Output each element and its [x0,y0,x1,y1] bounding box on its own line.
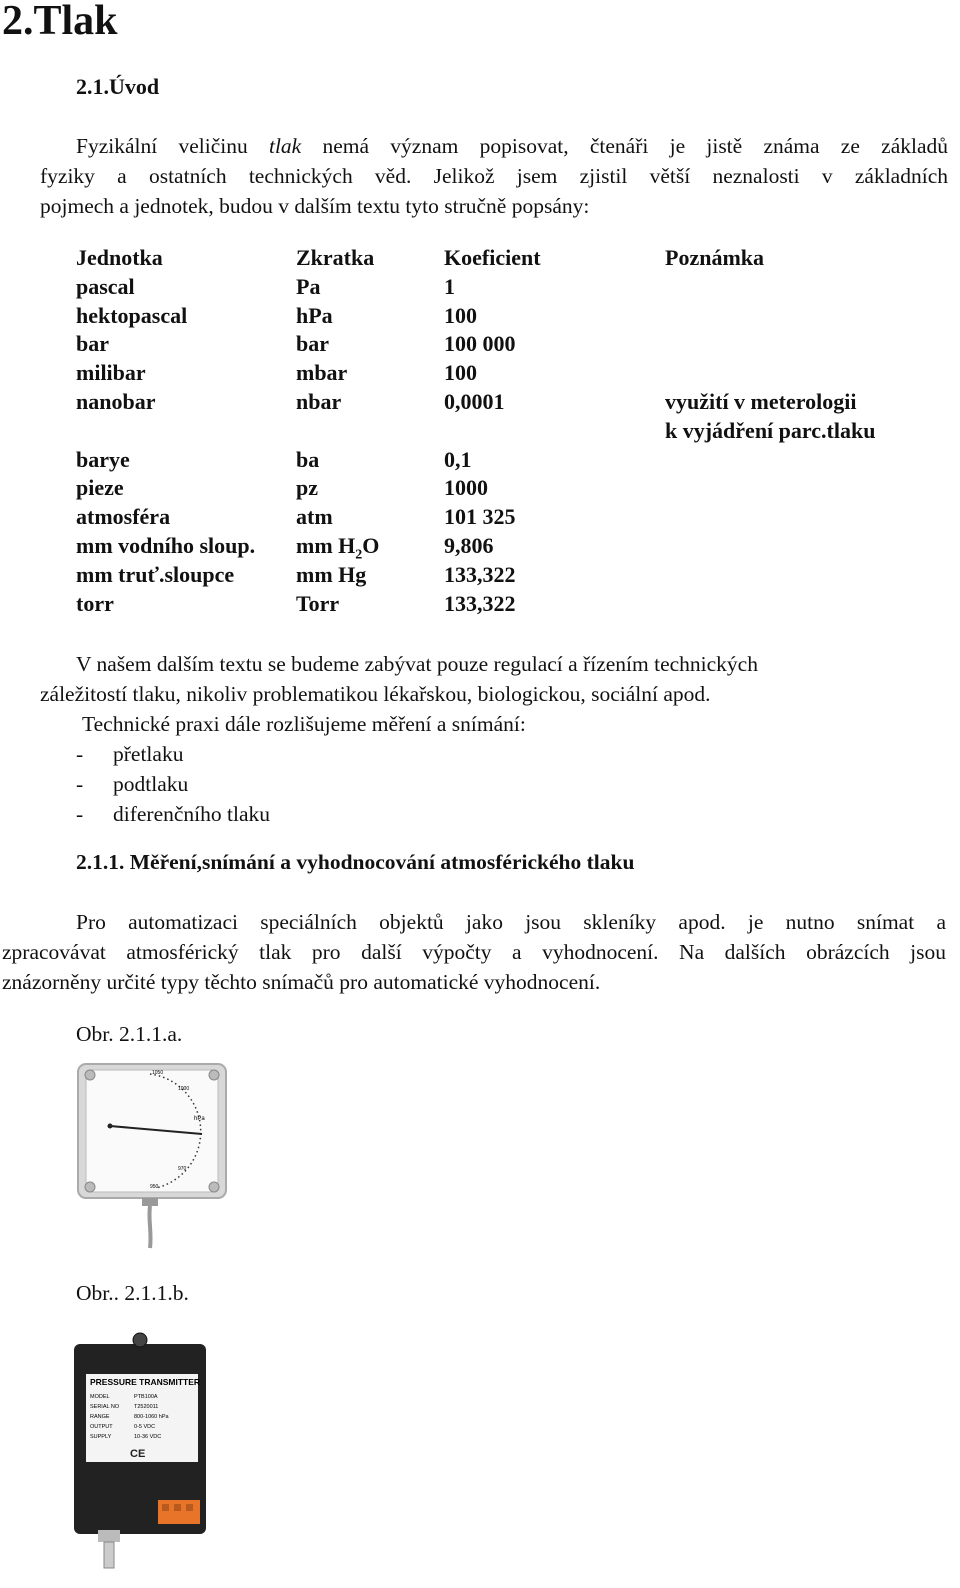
figure-caption-a: Obr. 2.1.1.a. [76,1022,183,1046]
dial-label: 1000 [178,1086,190,1092]
intro-line-2: fyziky a ostatních technických věd. Jelikož jsem zjistil větší neznalosti v základních [40,164,948,188]
intro-line-3: pojmech a jednotek, budou v dalším textu tyto stručně popsány: [40,194,590,218]
dial-label: 1050 [152,1070,164,1076]
svg-text:CE: CE [130,1448,146,1460]
cell-unit: barye [76,446,130,472]
cell-abbr: nbar [296,388,342,414]
automation-paragraph [2,907,946,997]
cell-coef: 0,0001 [444,388,505,414]
cell-note: využití v meterologii [665,388,857,414]
scope-line-2: záležitostí tlaku, nikoliv problematikou lékařskou, biologickou, sociální apod. [40,682,711,706]
cell-abbr: mbar [296,360,348,386]
scope-line-3: Technické praxi dále rozlišujeme měření a snímání: [82,712,526,736]
cell-coef: 133,322 [444,590,516,616]
dial-label: hPa [194,1116,205,1122]
cell-coef: 100 000 [444,331,516,357]
barometer-gauge-image [74,1060,230,1250]
cell-abbr: mm $H_2O$ [296,532,380,563]
header-unit: Jednotka [76,245,163,270]
dial-label: 950 [150,1184,159,1190]
cell-unit: pascal [76,273,135,299]
list-item: - podtlaku [76,772,189,796]
list-item: - diferenčního tlaku [76,802,271,826]
header-note: Poznámka [665,245,764,270]
transmitter-label-title: PRESSURE TRANSMITTER [90,1377,201,1387]
automation-line-1: Pro automatizaci speciálních objektů jako jsou skleníky apod. je nutno snímat a [76,910,946,934]
transmitter-label-value: 10-36 VDC [134,1434,162,1440]
header-coef: Koeficient [444,245,541,270]
cell-unit: mm truť.sloupce [76,561,235,587]
cell-abbr: pz [296,475,318,501]
intro-paragraph [40,131,948,221]
figure-caption-b: Obr.. 2.1.1.b. [76,1281,189,1305]
transmitter-label-value: T2520011 [134,1404,159,1410]
automation-line-2: zpracovávat atmosférický tlak pro další výpočty a vyhodnocení. Na dalších obrázcích jsou [2,940,946,964]
cell-coef: 0,1 [444,446,472,472]
cell-coef: 100 [444,302,477,328]
transmitter-label-key: OUTPUT [90,1424,113,1430]
cell-unit: bar [76,331,109,357]
cell-coef: 100 [444,360,477,386]
list-item: - přetlaku [76,742,184,766]
automation-line-3: znázorněny určité typy těchto snímačů pro automatické vyhodnocení. [2,970,601,994]
transmitter-label-key: SERIAL NO [90,1404,120,1410]
transmitter-label-value: PTB100A [134,1394,158,1400]
header-abbr: Zkratka [296,245,375,270]
cell-abbr: mm Hg [296,561,367,587]
cell-note-continued: k vyjádření parc.tlaku [665,417,876,443]
cell-unit: torr [76,590,114,616]
cell-unit: nanobar [76,388,156,414]
pressure-transmitter-image [70,1330,210,1570]
cell-abbr: Torr [296,590,340,616]
transmitter-label-key: RANGE [90,1414,110,1420]
cell-abbr: bar [296,331,329,357]
transmitter-label-value: 800-1060 hPa [134,1414,169,1420]
cell-abbr: hPa [296,302,333,328]
cell-coef: 1 [444,273,455,299]
cell-coef: 101 325 [444,504,516,530]
cell-coef: 9,806 [444,532,494,558]
cell-coef: 1000 [444,475,488,501]
cell-abbr: ba [296,446,320,472]
dial-label: 970 [178,1166,187,1172]
cell-unit: milibar [76,360,146,386]
cell-abbr: atm [296,504,333,530]
section-heading-atmospheric: 2.1.1. Měření,snímání a vyhodnocování atmosférického tlaku [76,850,635,874]
page-heading: 2.Tlak [2,0,118,44]
transmitter-label-key: SUPPLY [90,1434,112,1440]
transmitter-label-value: 0-5 VDC [134,1424,156,1430]
cell-abbr: Pa [296,273,321,299]
scope-line-1: V našem dalším textu se budeme zabývat pouze regulací a řízením technických [76,652,758,676]
cell-coef: 133,322 [444,561,516,587]
cell-unit: mm vodního sloup. [76,532,256,558]
cell-unit: pieze [76,475,124,501]
intro-line-1: Fyzikální veličinu tlak nemá význam popisovat, čtenáři je jistě známa ze základů [76,134,949,158]
section-heading-intro: 2.1.Úvod [76,74,160,99]
scope-paragraph [40,649,940,829]
cell-unit: hektopascal [76,302,188,328]
cell-unit: atmosféra [76,504,171,530]
transmitter-label-key: MODEL [90,1394,110,1400]
